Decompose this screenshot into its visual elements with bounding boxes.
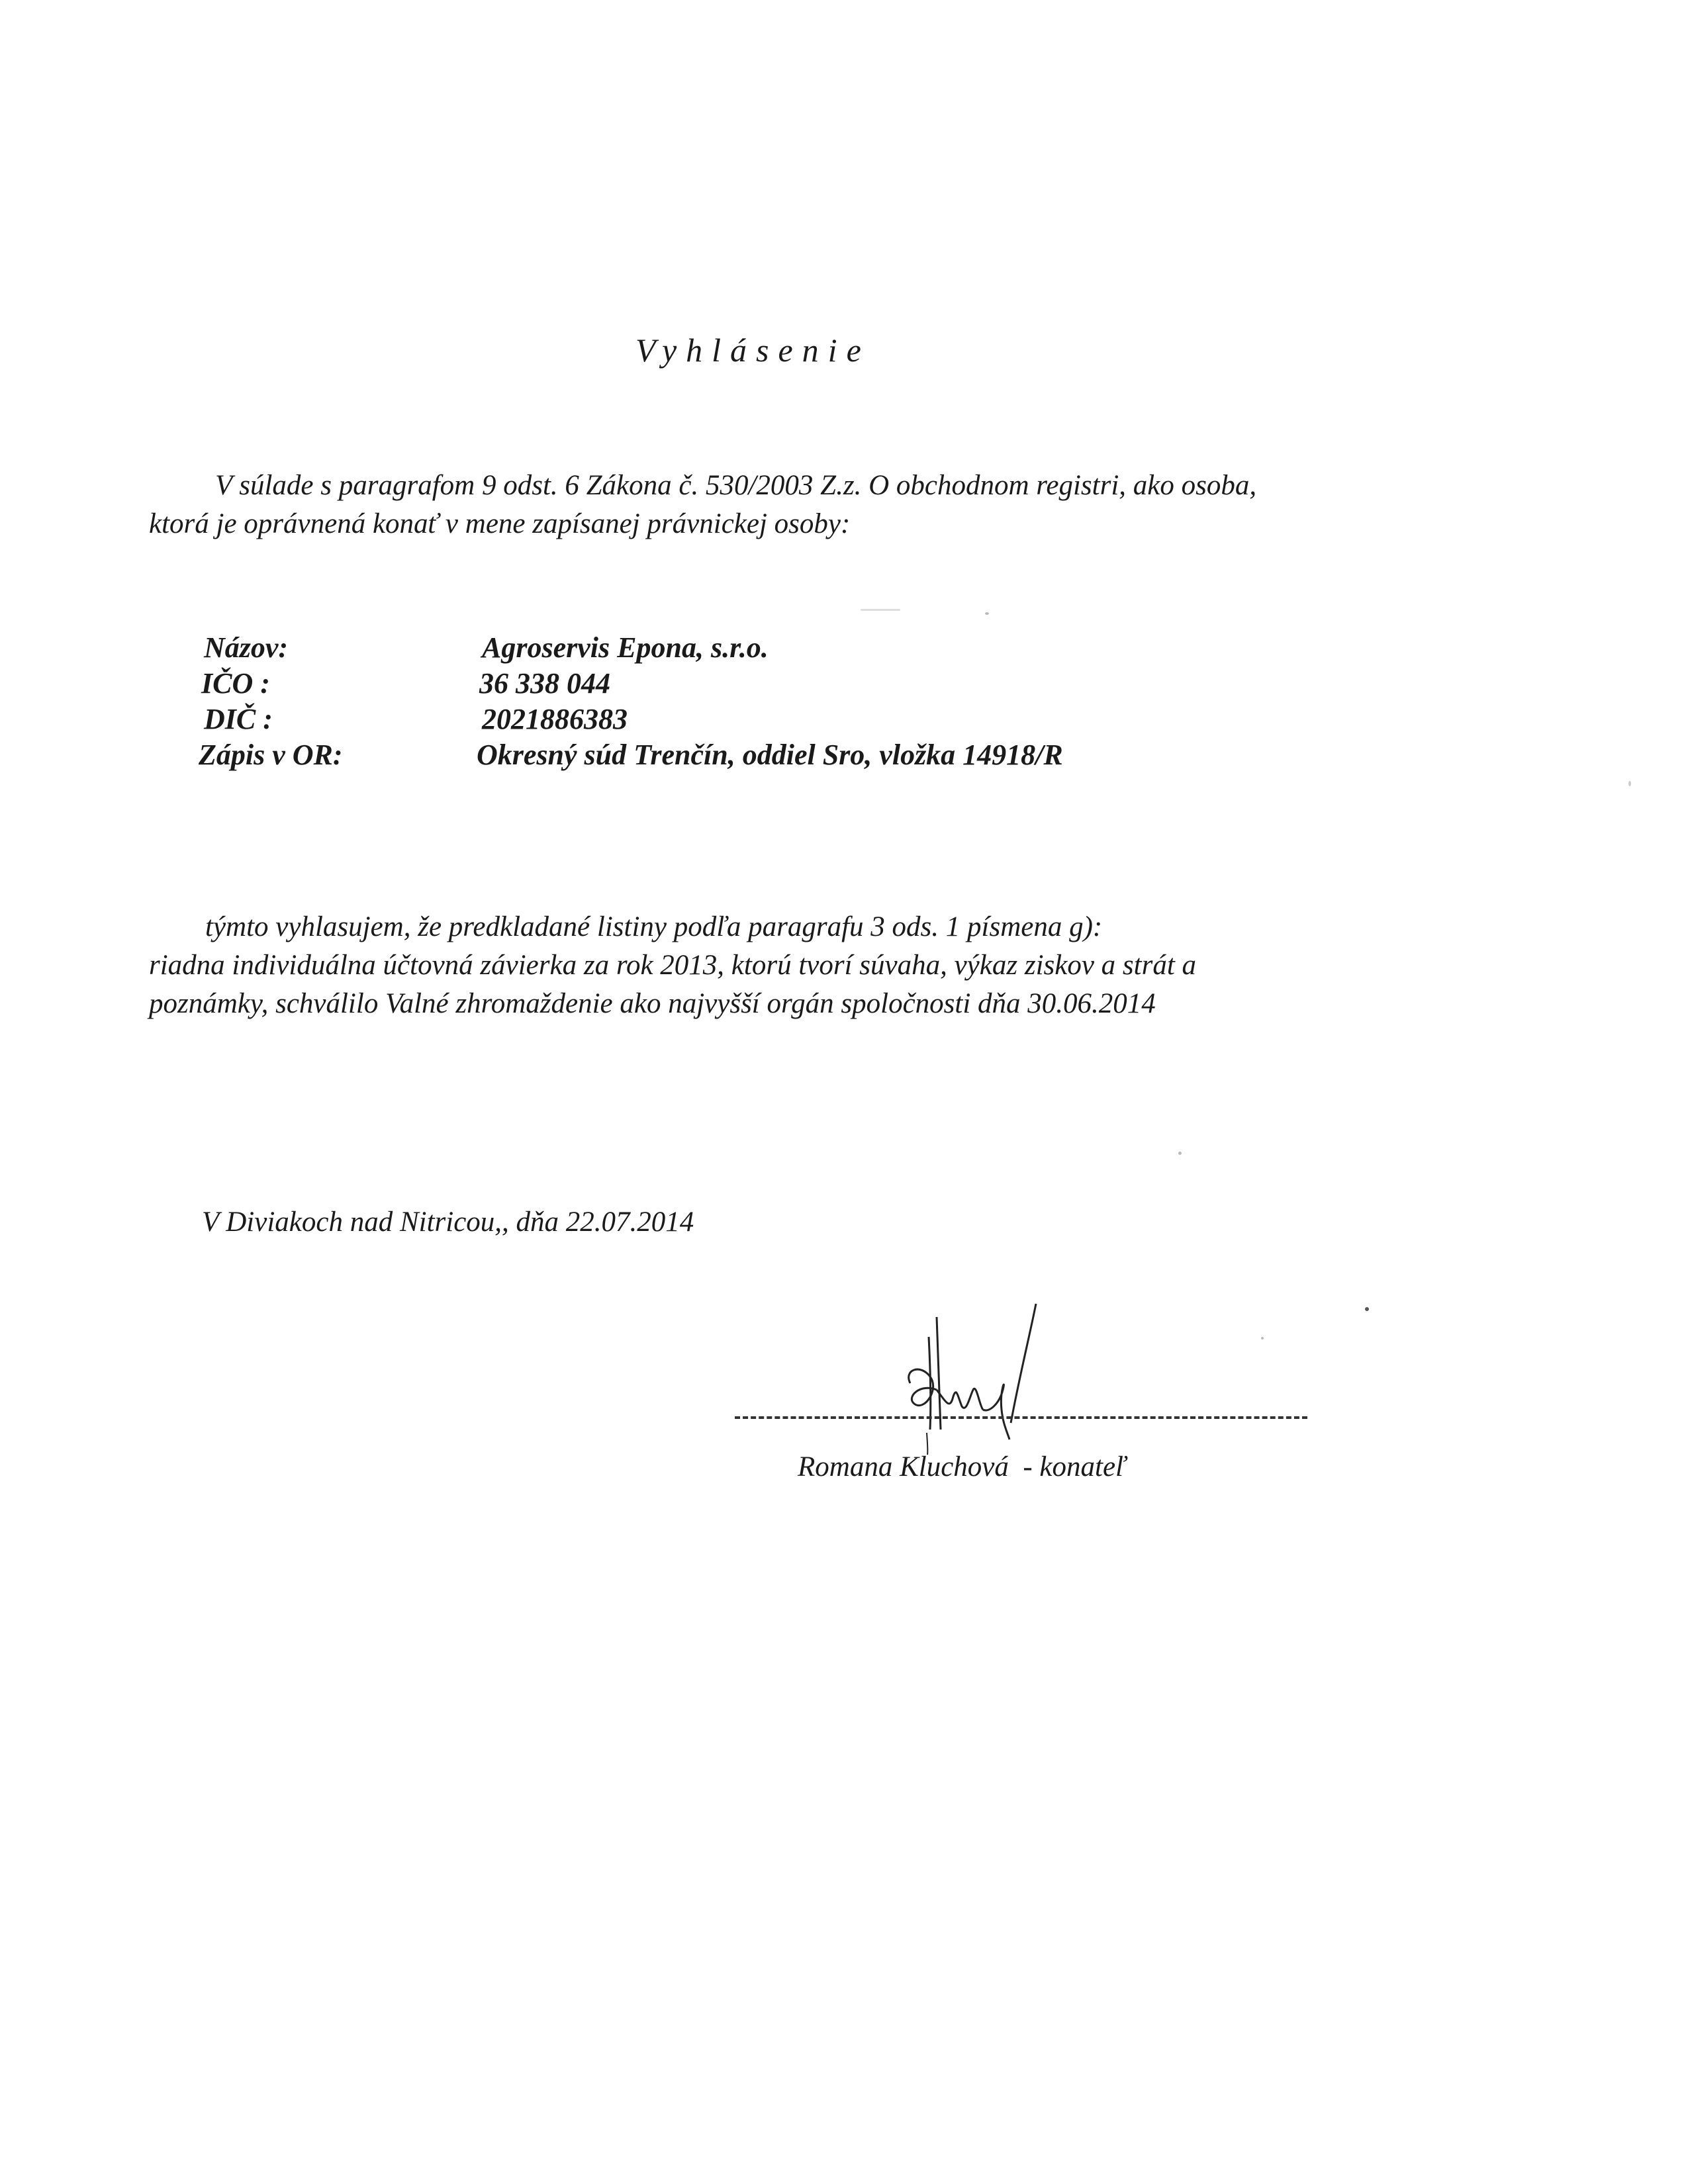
handwritten-signature — [884, 1297, 1082, 1456]
scan-speck — [1261, 1337, 1264, 1340]
field-value: Okresný súd Trenčín, oddiel Sro, vložka 14918/R — [477, 739, 1063, 771]
field-label: DIČ : — [204, 703, 273, 735]
scan-speck — [1178, 1152, 1182, 1155]
declaration-paragraph — [149, 908, 1506, 1023]
place-and-date: V Diviakoch nad Nitricou,, dňa 22.07.2014 — [202, 1206, 694, 1238]
scan-speck — [985, 612, 989, 615]
declaration-line-3: poznámky, schválilo Valné zhromaždenie ako najvyšší orgán spoločnosti dňa 30.06.2014 — [149, 988, 1156, 1019]
field-row-ico — [199, 666, 1063, 702]
field-row-name — [199, 630, 1063, 666]
document-title: Vyhlásenie — [635, 332, 870, 369]
field-value: Agroservis Epona, s.r.o. — [482, 631, 769, 664]
scan-speck — [1628, 781, 1631, 786]
field-label: Zápis v OR: — [199, 739, 343, 771]
field-row-registration — [199, 737, 1063, 773]
intro-line-1: V súlade s paragrafom 9 odst. 6 Zákona č. 530/2003 Z.z. O obchodnom registri, ako osoba, — [215, 470, 1257, 501]
field-value: 36 338 044 — [479, 667, 610, 700]
field-label: Názov: — [204, 631, 289, 664]
signature-line — [735, 1416, 1307, 1419]
intro-paragraph — [149, 467, 1473, 543]
declaration-line-2: riadna individuálna účtovná závierka za rok 2013, ktorú tvorí súvaha, výkaz ziskov a strát a — [149, 950, 1197, 981]
intro-line-2: ktorá je oprávnená konať v mene zapísanej právnickej osoby: — [149, 508, 851, 539]
company-details — [199, 630, 1063, 773]
signer-name: Romana Kluchová - konateľ — [798, 1451, 1126, 1482]
field-value: 2021886383 — [482, 703, 628, 735]
scan-speck — [1365, 1307, 1369, 1311]
scan-speck — [861, 609, 900, 611]
field-row-dic — [199, 702, 1063, 737]
field-label: IČO : — [201, 667, 270, 700]
declaration-line-1: týmto vyhlasujem, že predkladané listiny podľa paragrafu 3 ods. 1 písmena g): — [205, 911, 1103, 942]
